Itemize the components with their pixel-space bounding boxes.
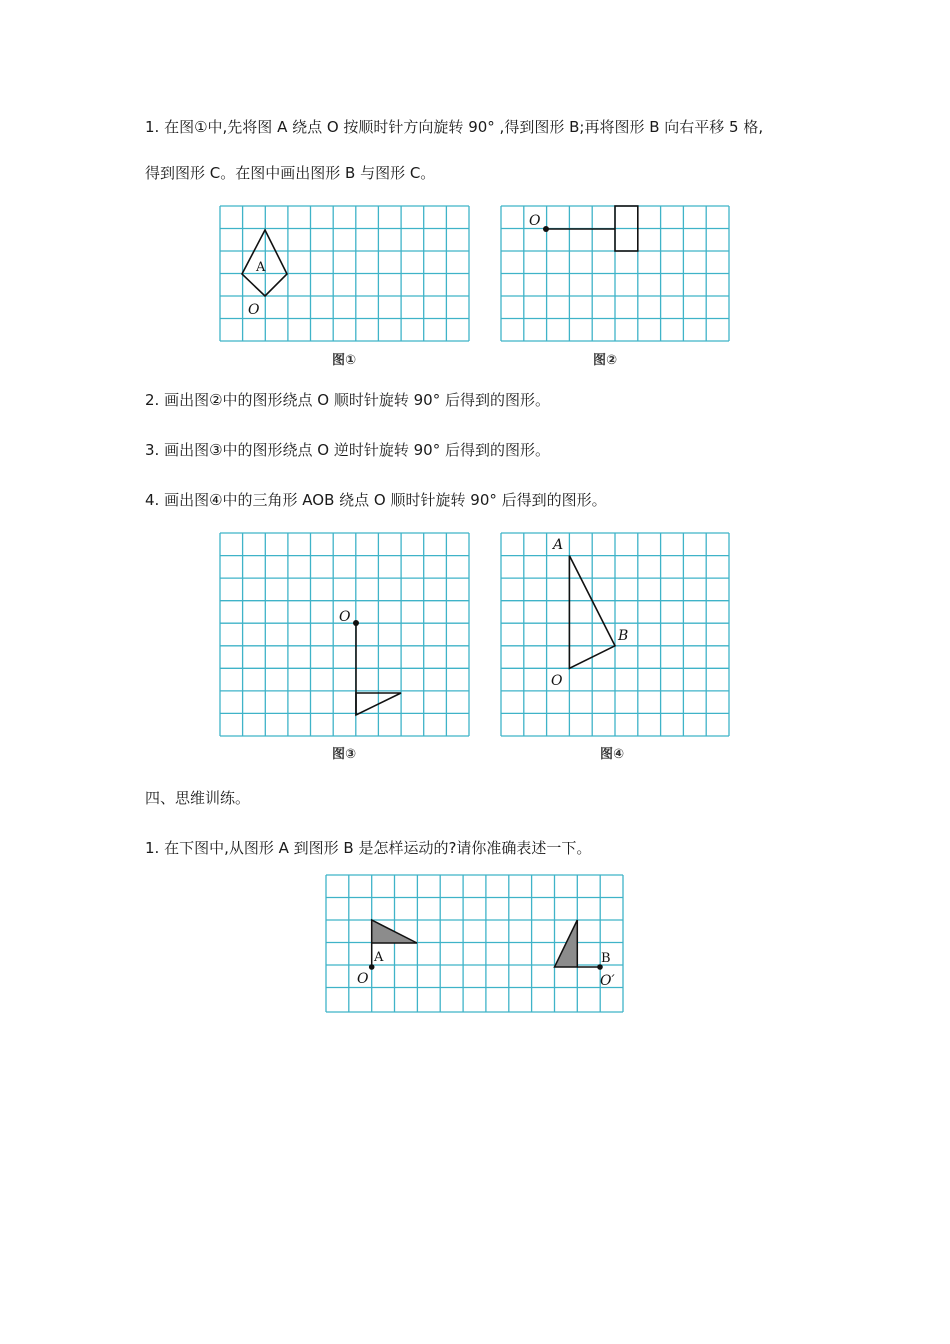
- question-2: 2. 画出图②中的图形绕点 O 顺时针旋转 90° 后得到的图形。: [145, 391, 550, 409]
- caption-figure-3: 图③: [332, 747, 357, 762]
- figure-4: [500, 532, 730, 762]
- label-point-o: O: [339, 609, 351, 625]
- section-4-title: 四、思维训练。: [145, 789, 251, 807]
- label-shape-a: A: [256, 260, 266, 275]
- label-point-o: O: [529, 213, 541, 229]
- label-point-b: B: [618, 628, 629, 644]
- question-3: 3. 画出图③中的图形绕点 O 逆时针旋转 90° 后得到的图形。: [145, 441, 550, 459]
- question-1-line-1: 1. 在图①中,先将图 A 绕点 O 按顺时针方向旋转 90° ,得到图形 B;再将图形 B 向右平移 5 格,: [145, 118, 764, 136]
- grid-4: [501, 533, 729, 736]
- label-shape-b: B: [601, 951, 611, 966]
- point-o-dot: [353, 620, 359, 626]
- label-point-a: A: [553, 537, 564, 553]
- label-point-o: O: [551, 673, 563, 689]
- grid-3: [220, 533, 469, 736]
- caption-figure-4: 图④: [600, 747, 625, 762]
- figure-2: [500, 205, 730, 368]
- question-1-line-2: 得到图形 C。在图中画出图形 B 与图形 C。: [145, 164, 436, 182]
- label-point-o-prime: O′: [600, 973, 615, 989]
- figure-5: [325, 874, 624, 1016]
- label-point-o: O: [357, 971, 369, 987]
- training-question-1: 1. 在下图中,从图形 A 到图形 B 是怎样运动的?请你准确表述一下。: [145, 839, 592, 857]
- point-o-dot: [369, 964, 375, 970]
- label-shape-a: A: [374, 950, 384, 965]
- figure-1: [219, 205, 470, 368]
- figure-3: [219, 532, 470, 762]
- grid-5: [326, 875, 623, 1012]
- caption-figure-2: 图②: [593, 353, 618, 368]
- shape-b-triangle: [555, 920, 578, 967]
- caption-figure-1: 图①: [332, 353, 357, 368]
- point-o-dot: [543, 226, 549, 232]
- question-4: 4. 画出图④中的三角形 AOB 绕点 O 顺时针旋转 90° 后得到的图形。: [145, 491, 607, 509]
- label-point-o: O: [248, 302, 260, 318]
